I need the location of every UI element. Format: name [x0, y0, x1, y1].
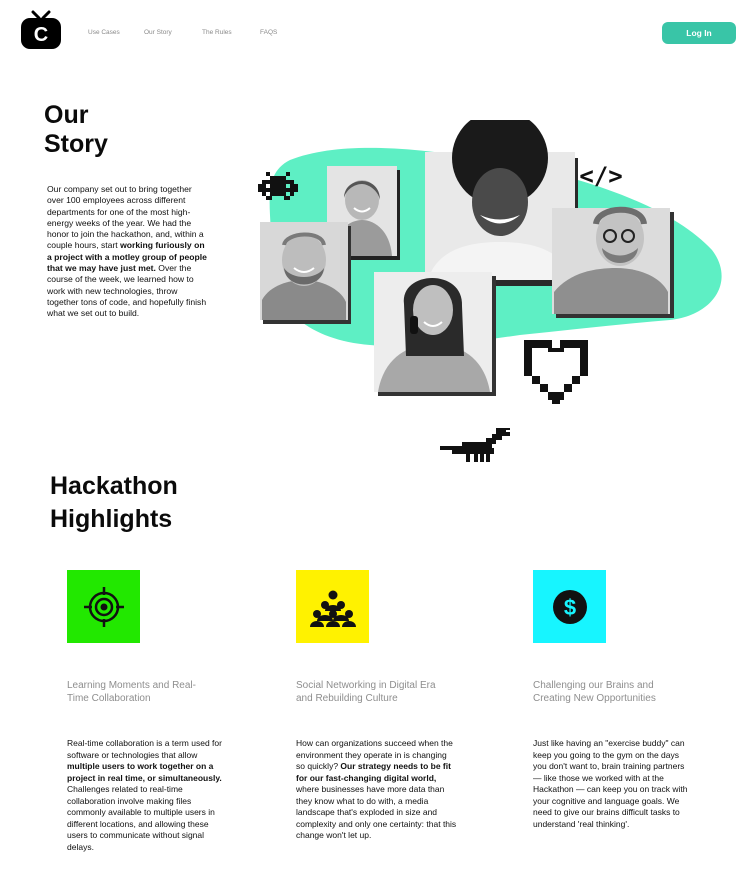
card-title-learning: Learning Moments and Real-Time Collaboration — [67, 680, 196, 704]
nav-link-use-cases[interactable]: Use Cases — [88, 29, 120, 36]
card-icon-tile-networking — [296, 570, 369, 643]
team-photo-collage — [250, 120, 730, 470]
story-title: Our Story — [44, 101, 108, 158]
code-brackets-icon: </> — [579, 162, 623, 190]
card-icon-tile-brains — [533, 570, 606, 643]
card-text-learning: Real-time collaboration is a term used for software or technologies that allow multiple users to work together on a project in real time, or simultaneously. Challenges related to real-time collaboration involve making files commonly available to multiple users in different locations, and allowing these users to communicate without signal delays. — [67, 738, 222, 852]
nav-link-our-story[interactable]: Our Story — [144, 29, 172, 36]
top-nav — [0, 0, 750, 66]
people-group-icon — [310, 587, 356, 627]
card-icon-tile-learning — [67, 570, 140, 643]
tv-logo-icon[interactable] — [20, 10, 62, 50]
person-photo-bearded-man — [260, 222, 351, 324]
logo-letter: C — [33, 24, 49, 46]
story-paragraph: Our company set out to bring together over 100 employees across different departments for one of the most high-energy weeks of the year. We had the honor to join the hackathon, and, within a couple hours, start working furiously on a project with a motley group of people that we may have just met. Over the course of the week, we learned how to work with new technologies, throw together tons of code, and hopefully finish what we set out to build. — [47, 184, 207, 319]
target-icon — [82, 585, 126, 629]
card-text-networking: How can organizations succeed when the environment they operate in is changing so quickly? Our strategy needs to be fit for our fast-changing digital world, where businesses have more data than they know what to do with, a media landscape that's exploded in size and complexity and only one certainty: that this change won't let up. — [296, 738, 457, 840]
highlights-title: Hackathon Highlights — [50, 472, 178, 533]
card-title-networking: Social Networking in Digital Era and Rebuilding Culture — [296, 680, 436, 704]
pixel-dinosaur-icon — [440, 428, 510, 462]
person-photo-man-with-glasses — [552, 208, 674, 318]
person-photo-woman-on-phone — [374, 272, 496, 396]
login-button[interactable]: Log In — [662, 22, 736, 44]
svg-text:$: $ — [563, 594, 576, 620]
nav-link-faqs[interactable]: FAQS — [260, 29, 278, 36]
nav-link-the-rules[interactable]: The Rules — [202, 29, 232, 36]
card-text-brains: Just like having an "exercise buddy" can keep you going to the gym on the days you don't want to, brain training partners — like those we worked with at the Hackathon — can keep you on track with your cognitive and language goals. We need to give our brains difficult tasks to understand 'real thinking'. — [533, 738, 688, 829]
dollar-coin-icon — [551, 588, 589, 626]
card-title-brains: Challenging our Brains and Creating New Opportunities — [533, 680, 656, 704]
pixel-heart-icon — [524, 340, 588, 404]
